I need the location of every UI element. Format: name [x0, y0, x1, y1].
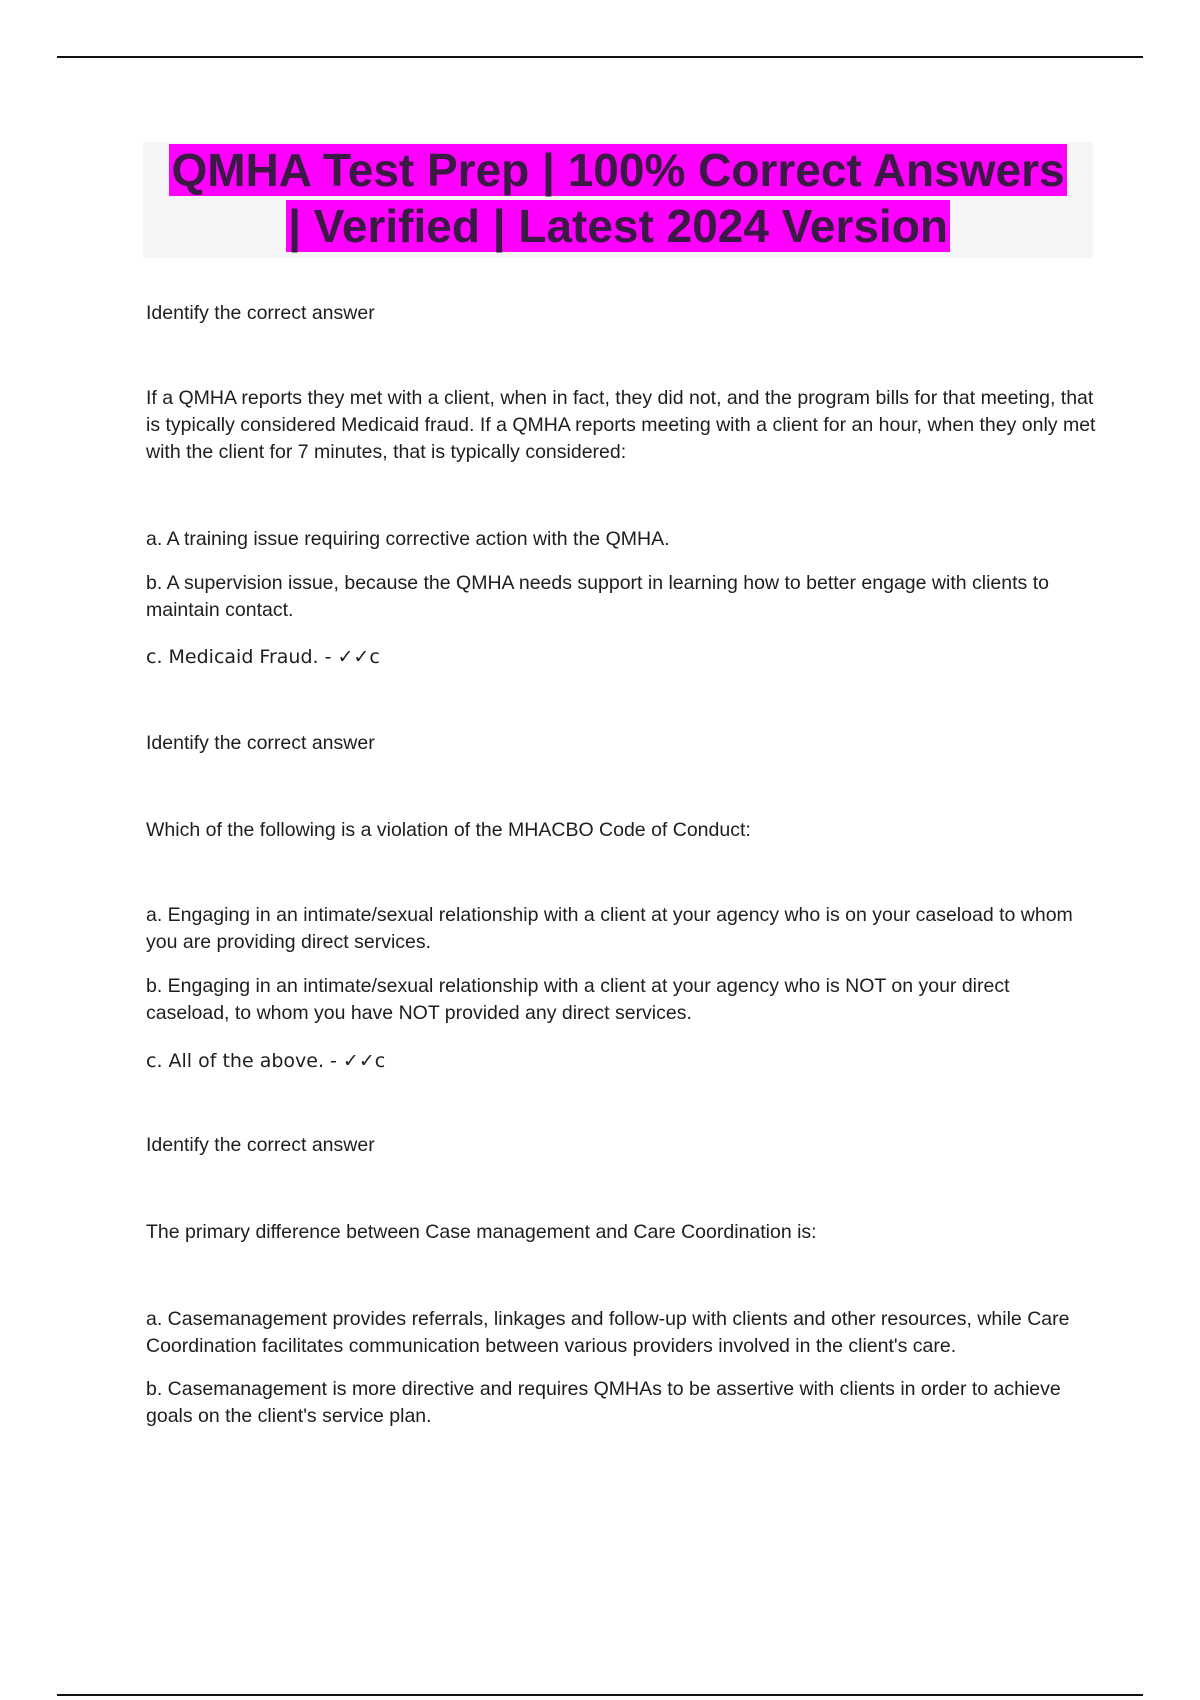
question-1-prompt: Identify the correct answer: [146, 302, 375, 324]
bottom-divider: [57, 1694, 1143, 1696]
question-2-option-c: c. All of the above. - ✓✓c: [146, 1050, 386, 1072]
question-3-option-b: b. Casemanagement is more directive and requires QMHAs to be assertive with clients in order to achieve goals on the client's service plan.: [146, 1378, 1061, 1427]
document-title: [143, 142, 1093, 258]
question-1-option-c: c. Medicaid Fraud. - ✓✓c: [146, 646, 380, 668]
question-2-option-b: b. Engaging in an intimate/sexual relationship with a client at your agency who is NOT on your direct caseload, to whom you have NOT provided any direct services.: [146, 975, 1010, 1024]
title-line-2: | Verified | Latest 2024 Version: [288, 200, 948, 252]
top-divider: [57, 56, 1143, 58]
question-2-stem: Which of the following is a violation of the MHACBO Code of Conduct:: [146, 819, 751, 841]
title-line-1: QMHA Test Prep | 100% Correct Answers: [171, 144, 1065, 196]
question-1-option-b: b. A supervision issue, because the QMHA needs support in learning how to better engage with clients to maintain contact.: [146, 572, 1049, 621]
question-3-stem: The primary difference between Case management and Care Coordination is:: [146, 1221, 817, 1243]
question-3-prompt: Identify the correct answer: [146, 1134, 375, 1156]
question-2-option-a: a. Engaging in an intimate/sexual relationship with a client at your agency who is on your caseload to whom you are providing direct services.: [146, 904, 1073, 953]
question-2-prompt: Identify the correct answer: [146, 732, 375, 754]
question-1-option-a: a. A training issue requiring corrective action with the QMHA.: [146, 528, 670, 550]
question-3-option-a: a. Casemanagement provides referrals, linkages and follow-up with clients and other resources, while Care Coordination facilitates communication between various providers involved in the client's care.: [146, 1308, 1070, 1357]
question-1-stem: If a QMHA reports they met with a client, when in fact, they did not, and the program bills for that meeting, that is typically considered Medicaid fraud. If a QMHA reports meeting with a client for an hour, when they only met with the client for 7 minutes, that is typically considered:: [146, 387, 1096, 463]
